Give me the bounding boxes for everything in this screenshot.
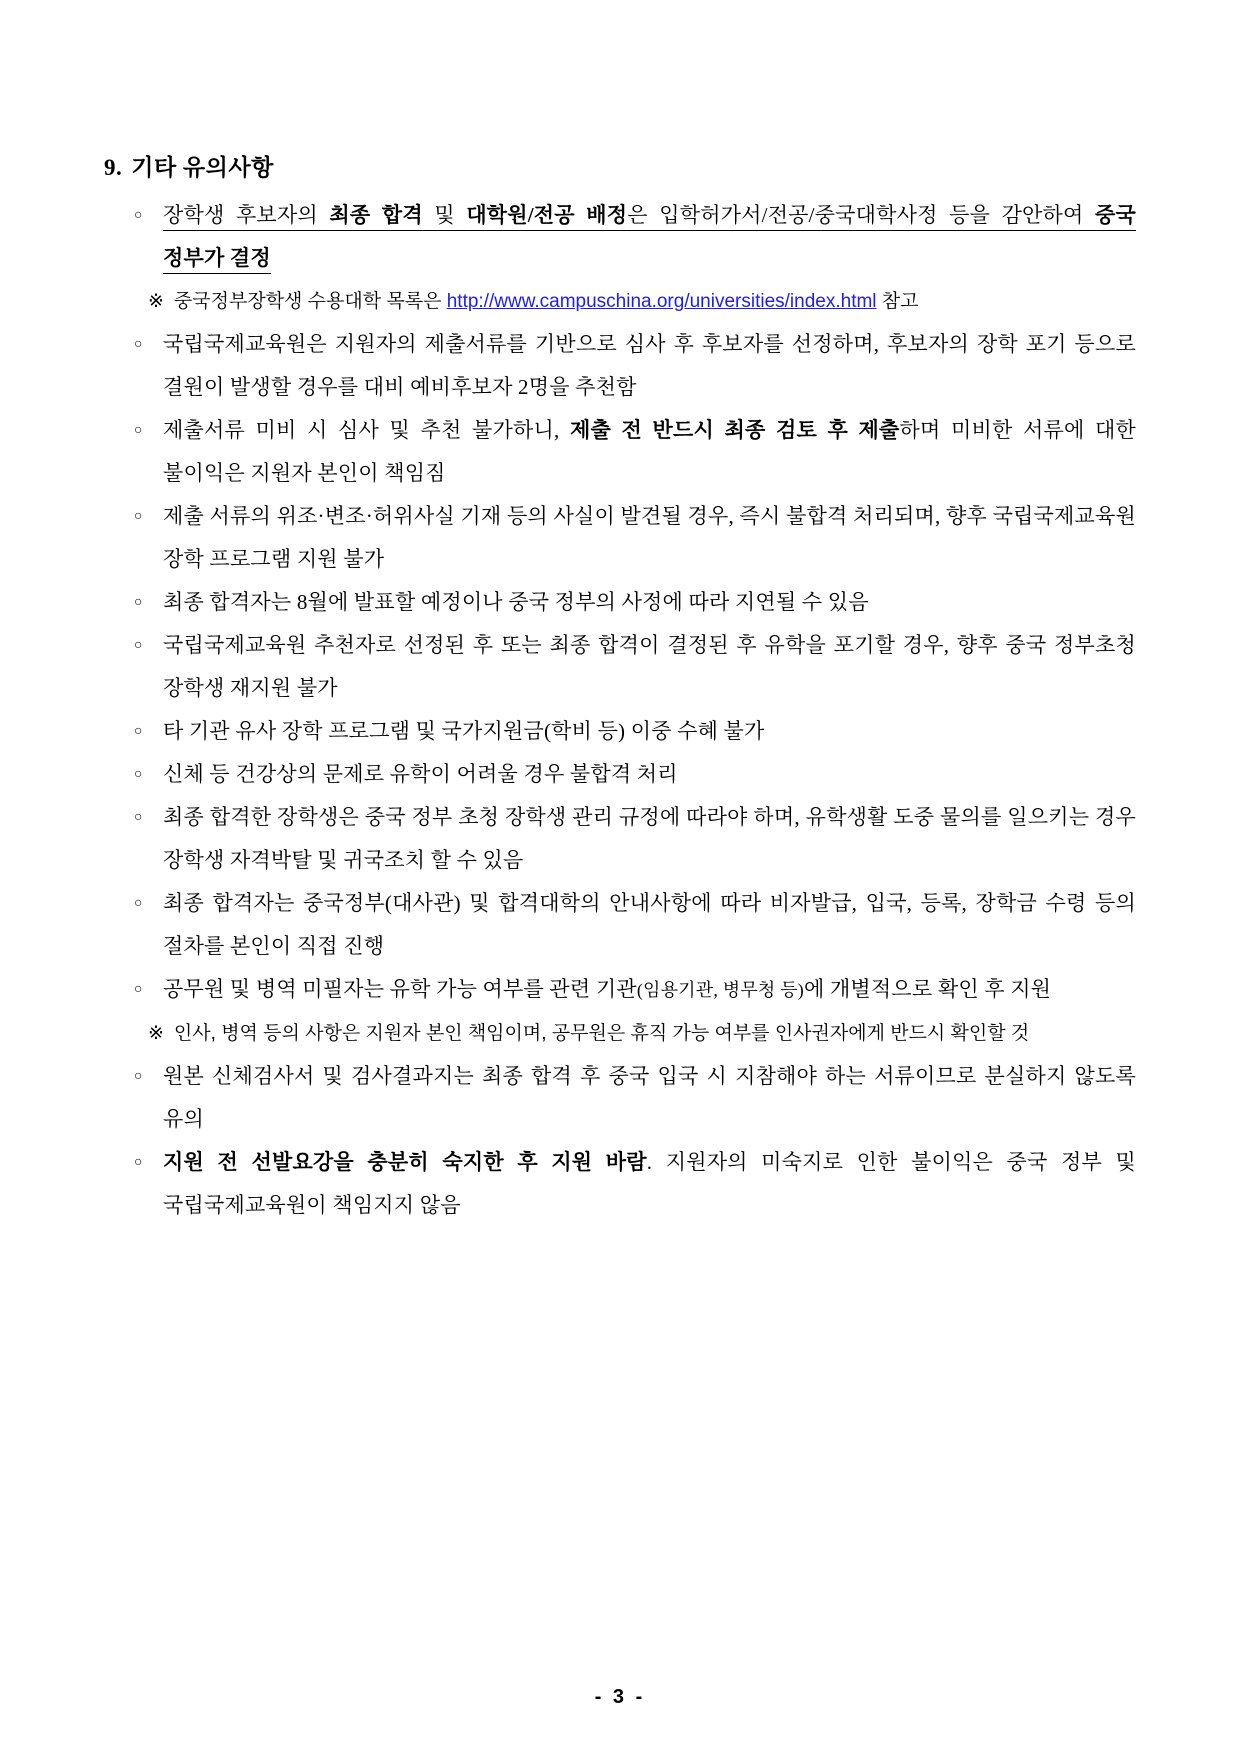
bullet-marker-icon: ○	[134, 1155, 143, 1170]
section-content	[104, 150, 1136, 1227]
note-marker-icon: ※	[148, 1023, 164, 1044]
bullet-item	[104, 882, 1136, 968]
text-segment: 인사, 병역 등의 사항은 지원자 본인 책임이며, 공무원은 휴직 가능 여부를 인사권자에게 반드시 확인할 것	[173, 1023, 1030, 1044]
text-segment: 참고	[876, 291, 919, 312]
bullet-item	[104, 710, 1136, 753]
text-segment: 공무원 및 병역 미필자는 유학 가능 여부를 관련 기관	[163, 977, 637, 1001]
bullet-item	[104, 581, 1136, 624]
note-marker-icon: ※	[148, 291, 164, 312]
bullet-item	[104, 796, 1136, 882]
note-item	[104, 1012, 1136, 1055]
bullet-marker-icon: ○	[134, 595, 143, 610]
item-text	[174, 280, 919, 323]
item-text	[163, 1055, 1136, 1141]
item-text	[163, 968, 1136, 1012]
section-heading	[104, 150, 1136, 186]
bullet-item	[104, 968, 1136, 1012]
notes-list	[104, 194, 1136, 1227]
text-segment: . 지원자의 미숙지로 인한 불이익은 중국 정부 및 국립국제교육원이 책임지지 않음	[163, 1150, 1136, 1217]
item-text	[163, 1141, 1136, 1227]
bullet-item	[104, 624, 1136, 710]
item-text	[163, 323, 1136, 409]
bullet-item	[104, 1141, 1136, 1227]
text-segment: 대학원/전공 배정	[466, 203, 628, 227]
text-segment: 은 입학허가서/전공/중국대학사정 등을 감안하여	[627, 203, 1096, 227]
text-segment: 하며 미비한 서류에 대한 불이익은 지원자 본인이 책임짐	[163, 418, 1136, 485]
bullet-item	[104, 753, 1136, 796]
bullet-item	[104, 1055, 1136, 1141]
section-number: 9.	[104, 155, 123, 180]
bullet-marker-icon: ○	[134, 208, 143, 223]
campuschina-link[interactable]: http://www.campuschina.org/universities/index.html	[446, 291, 877, 312]
text-segment: 최종 합격자는 중국정부(대사관) 및 합격대학의 안내사항에 따라 비자발급, 입국, 등록, 장학금 수령 등의 절차를 본인이 직접 진행	[163, 891, 1136, 958]
bullet-marker-icon: ○	[134, 509, 143, 524]
bullet-marker-icon: ○	[134, 767, 143, 782]
text-segment: 중국 정부가 결정	[163, 203, 1136, 270]
bullet-item	[104, 409, 1136, 495]
item-text	[174, 1012, 1029, 1055]
note-item	[104, 280, 1136, 323]
text-segment: 타 기관 유사 장학 프로그램 및 국가지원금(학비 등) 이중 수혜 불가	[163, 719, 765, 743]
text-segment: 원본 신체검사서 및 검사결과지는 최종 합격 후 중국 입국 시 지참해야 하는 서류이므로 분실하지 않도록 유의	[163, 1064, 1136, 1131]
item-text	[163, 581, 1136, 624]
text-segment: 지원 전 선발요강을 충분히 숙지한 후 지원 바람	[163, 1150, 647, 1174]
item-text	[163, 882, 1136, 968]
section-title: 기타 유의사항	[131, 155, 274, 180]
text-segment: 중국정부장학생 수용대학 목록은	[173, 291, 447, 312]
bullet-item	[104, 495, 1136, 581]
bullet-marker-icon: ○	[134, 1069, 143, 1084]
text-segment: 제출서류 미비 시 심사 및 추천 불가하니,	[163, 418, 570, 442]
text-segment: 국립국제교육원은 지원자의 제출서류를 기반으로 심사 후 후보자를 선정하며, 후보자의 장학 포기 등으로 결원이 발생할 경우를 대비 예비후보자 2명을 추천함	[163, 332, 1136, 399]
item-text	[163, 796, 1136, 882]
item-text	[163, 710, 1136, 753]
item-text	[163, 753, 1136, 796]
bullet-item	[104, 194, 1136, 280]
bullet-marker-icon: ○	[134, 896, 143, 911]
bullet-marker-icon: ○	[134, 337, 143, 352]
bullet-marker-icon: ○	[134, 982, 143, 997]
bullet-item	[104, 323, 1136, 409]
text-segment: 최종 합격	[329, 203, 423, 227]
text-segment: 제출 전 반드시 최종 검토 후 제출	[569, 418, 900, 442]
text-segment: 신체 등 건강상의 문제로 유학이 어려울 경우 불합격 처리	[163, 762, 678, 786]
text-segment: 장학생 후보자의	[163, 203, 330, 227]
text-segment: 및	[422, 203, 467, 227]
text-segment: 제출 서류의 위조·변조·허위사실 기재 등의 사실이 발견될 경우, 즉시 불합격 처리되며, 향후 국립국제교육원 장학 프로그램 지원 불가	[163, 504, 1136, 571]
item-text	[163, 409, 1136, 495]
text-segment: 최종 합격한 장학생은 중국 정부 초청 장학생 관리 규정에 따라야 하며, 유학생활 도중 물의를 일으키는 경우 장학생 자격박탈 및 귀국조치 할 수 있음	[163, 805, 1136, 872]
bullet-marker-icon: ○	[134, 638, 143, 653]
bullet-marker-icon: ○	[134, 423, 143, 438]
bullet-marker-icon: ○	[134, 810, 143, 825]
item-text	[163, 495, 1136, 581]
text-segment: (임용기관, 병무청 등)	[636, 980, 805, 1000]
page-number: - 3 -	[594, 1686, 646, 1708]
item-text	[163, 194, 1136, 280]
text-segment: 에 개별적으로 확인 후 지원	[804, 977, 1052, 1001]
text-segment: 국립국제교육원 추천자로 선정된 후 또는 최종 합격이 결정된 후 유학을 포기할 경우, 향후 중국 정부초청 장학생 재지원 불가	[163, 633, 1136, 700]
text-segment: 최종 합격자는 8월에 발표할 예정이나 중국 정부의 사정에 따라 지연될 수 있음	[163, 590, 869, 614]
bullet-marker-icon: ○	[134, 724, 143, 739]
item-text	[163, 624, 1136, 710]
